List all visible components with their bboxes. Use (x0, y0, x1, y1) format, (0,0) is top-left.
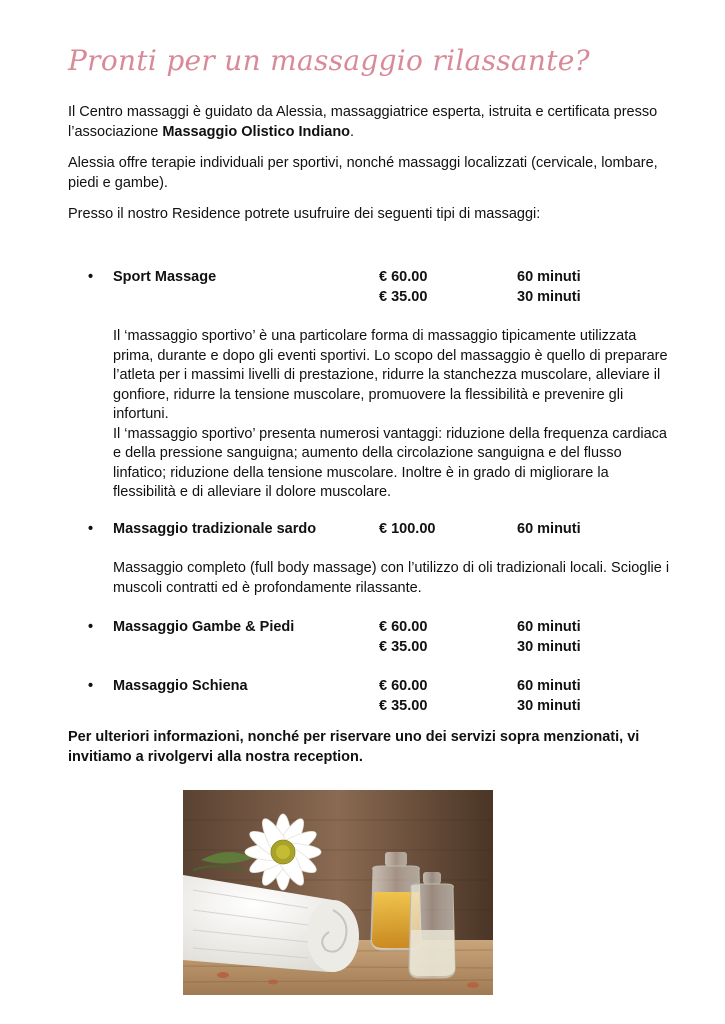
bullet-icon: • (88, 619, 94, 635)
service-name: Massaggio tradizionale sardo (113, 521, 317, 537)
closing-paragraph: Per ulteriori informazioni, nonché per riservare uno dei servizi sopra menzionati, vi invitiamo a rivolgervi alla nostra reception. (68, 729, 640, 765)
bullet-icon: • (88, 678, 94, 694)
service-description-sport-massage (113, 327, 673, 503)
intro-paragraph-3: Presso il nostro Residence potrete usufruire dei seguenti tipi di massaggi: (68, 206, 541, 222)
spa-photo-illustration (183, 790, 493, 995)
service-duration: 30 minuti (517, 697, 581, 714)
service-duration: 60 minuti (517, 521, 581, 537)
association-name: Massaggio Olistico Indiano (162, 123, 351, 140)
service-name: Massaggio Gambe & Piedi (113, 619, 295, 635)
service-prices (379, 268, 427, 307)
service-duration: 60 minuti (517, 619, 581, 635)
intro-text: Il Centro massaggi è guidato da Alessia, massaggiatrice esperta, istruita e certificata presso l’associazione (68, 104, 658, 140)
service-duration: 60 minuti (517, 678, 581, 694)
intro-paragraph-1 (68, 103, 668, 142)
service-durations (517, 268, 581, 307)
bullet-icon: • (88, 269, 94, 285)
service-price: € 35.00 (379, 638, 428, 655)
service-name: Massaggio Schiena (113, 678, 248, 694)
service-name: Sport Massage (113, 269, 217, 285)
service-duration: 60 minuti (517, 269, 581, 285)
service-description-sardinian-massage (113, 559, 673, 598)
description-paragraph: Il ‘massaggio sportivo’ presenta numerosi vantaggi: riduzione della frequenza cardiaca e della pressione sanguigna; aumento della circolazione sanguigna e del flusso linfatico; riduzione della tensione muscolare. Inoltre è in grado di migliorare la flessibilità e di alleviare il dolore muscolare. (113, 425, 667, 500)
service-price: € 60.00 (379, 619, 428, 635)
spa-photo (183, 790, 493, 995)
description-paragraph: Il ‘massaggio sportivo’ è una particolare forma di massaggio tipicamente utilizzata prima, durante e dopo gli eventi sportivi. Lo scopo del massaggio è quello di preparare l’atleta per i massimi livelli di prestazione, ridurre la stanchezza muscolare, alleviare il gonfiore, ridurre la tensione muscolare, promuovere la flessibilità e prevenire gli infortuni. (113, 328, 668, 422)
bullet-icon: • (88, 521, 94, 537)
service-durations (517, 677, 581, 716)
service-prices (379, 520, 435, 540)
service-prices (379, 618, 427, 657)
service-price: € 100.00 (379, 521, 436, 537)
service-duration: 30 minuti (517, 288, 581, 305)
description-paragraph: Massaggio completo (full body massage) con l’utilizzo di oli tradizionali locali. Scioglie i muscoli contratti ed è profondamente rilassante. (113, 560, 670, 596)
service-price: € 60.00 (379, 269, 428, 285)
service-price: € 35.00 (379, 697, 428, 714)
intro-period: . (350, 123, 355, 140)
service-durations (517, 618, 581, 657)
service-price: € 35.00 (379, 288, 428, 305)
service-duration: 30 minuti (517, 638, 581, 655)
service-prices (379, 677, 427, 716)
service-price: € 60.00 (379, 678, 428, 694)
service-durations (517, 520, 581, 540)
page-title: Pronti per un massaggio rilassante? (68, 44, 590, 77)
intro-paragraph-2: Alessia offre terapie individuali per sportivi, nonché massaggi localizzati (cervicale, lombare, piedi e gambe). (68, 155, 658, 191)
